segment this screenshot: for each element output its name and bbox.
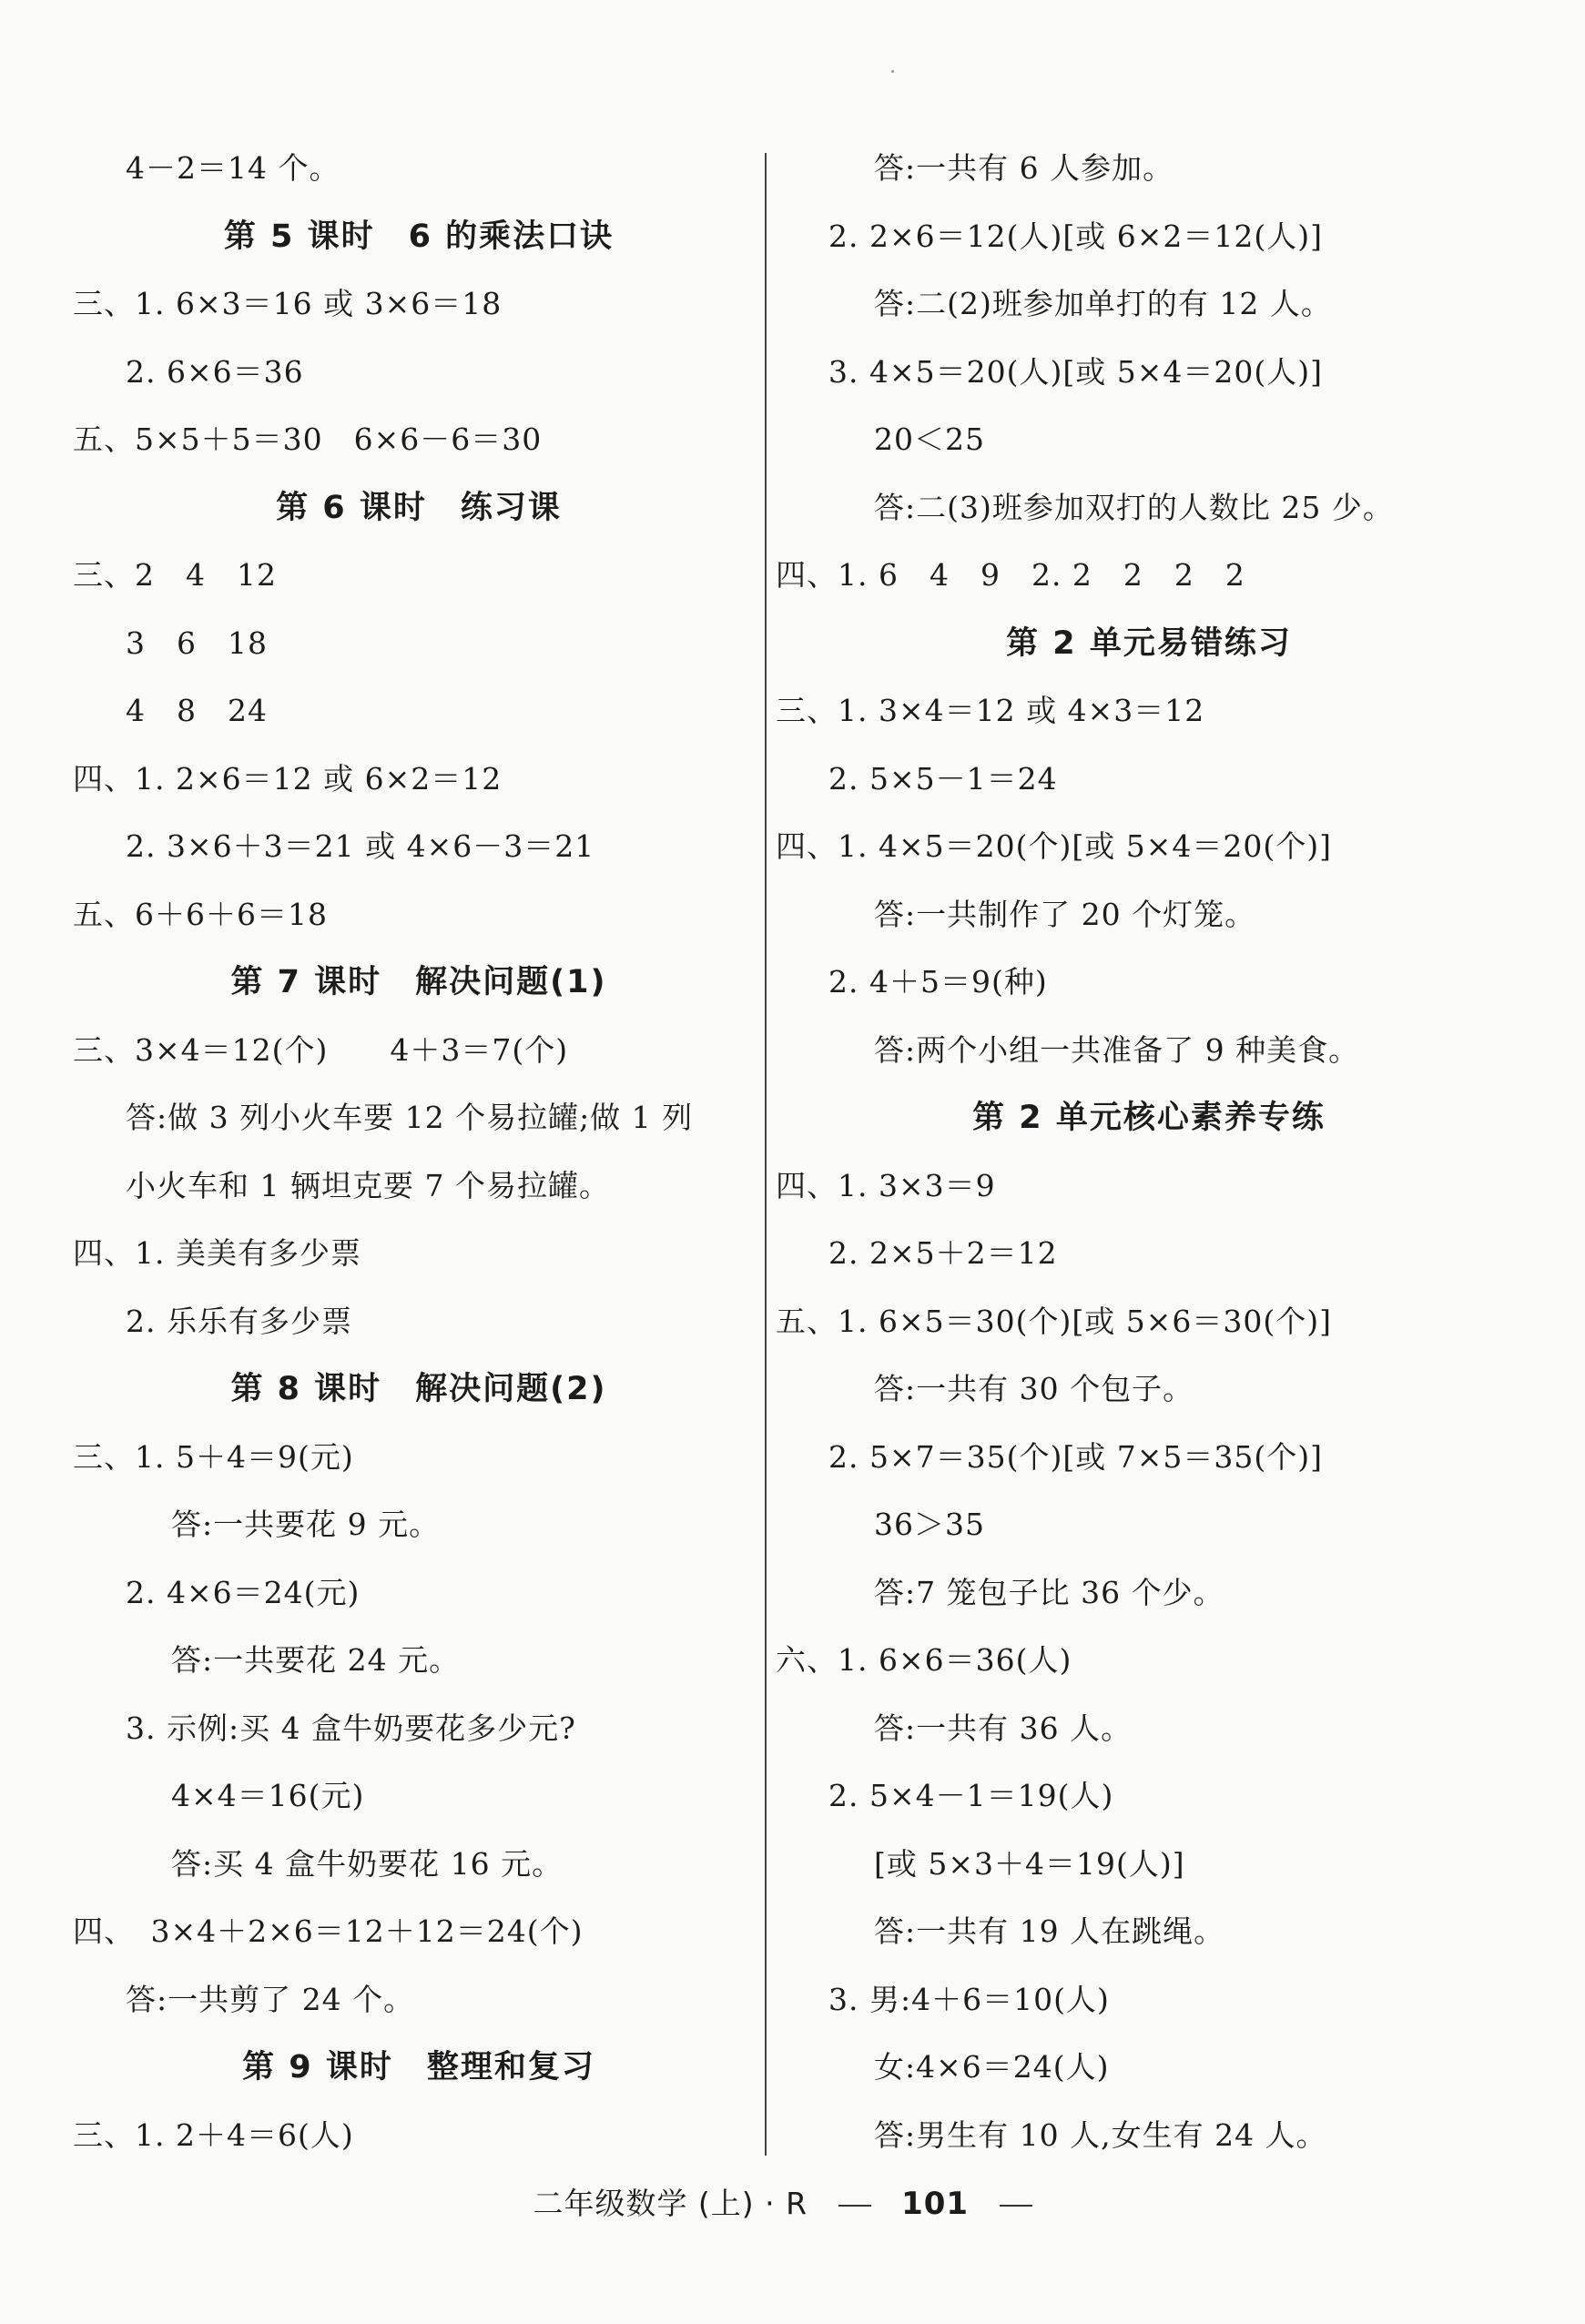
footer-book-title: 二年级数学 (上) · R (533, 2186, 808, 2221)
answer-line: 四、1. 美美有多少票 (73, 1235, 361, 1271)
page-number: 101 (901, 2186, 970, 2222)
answer-line: 3. 示例:买 4 盒牛奶要花多少元? (126, 1710, 576, 1746)
section-heading: 第 8 课时 解决问题(2) (230, 1371, 607, 1407)
answer-line: 2. 4＋5＝9(种) (828, 964, 1048, 1000)
answer-line: 2. 6×6＝36 (126, 353, 304, 390)
left-column (73, 135, 765, 2169)
answer-line: 三、1. 5＋4＝9(元) (73, 1438, 354, 1475)
answer-line: 答:一共制作了 20 个灯笼。 (874, 896, 1256, 932)
answer-line: 女:4×6＝24(人) (874, 2049, 1110, 2085)
answer-line: 答:一共有 30 个包子。 (874, 1371, 1194, 1406)
answer-line: 答:一共有 6 人参加。 (874, 150, 1174, 186)
section-heading: 第 2 单元易错练习 (1006, 624, 1292, 662)
answer-line: 36＞35 (874, 1507, 985, 1542)
answer-line: 2. 5×4－1＝19(人) (828, 1778, 1114, 1813)
answer-line: 三、2 4 12 (73, 557, 277, 593)
page-footer (0, 2180, 1585, 2223)
answer-line: 答:买 4 盒牛奶要花 16 元。 (171, 1845, 564, 1882)
section-heading: 第 9 课时 整理和复习 (242, 2049, 595, 2086)
section-heading: 第 2 单元核心素养专练 (972, 1100, 1326, 1136)
footer-dash-right (1000, 2205, 1032, 2207)
answer-line: 答:7 笼包子比 36 个少。 (874, 1574, 1224, 1610)
footer-dash-left (838, 2205, 871, 2207)
answer-line: 三、3×4＝12(个) 4＋3＝7(个) (73, 1031, 569, 1068)
answer-line: 2. 3×6＋3＝21 或 4×6－3＝21 (126, 828, 595, 864)
answer-line: 三、1. 2＋4＝6(人) (73, 2116, 354, 2153)
answer-line: 答:二(3)班参加双打的人数比 25 少。 (874, 489, 1394, 525)
answer-line: 六、1. 6×6＝36(人) (776, 1642, 1072, 1678)
answer-line: 三、1. 6×3＝16 或 3×6＝18 (73, 286, 503, 321)
answer-line: 4×4＝16(元) (171, 1778, 365, 1813)
answer-line: [或 5×3＋4＝19(人)] (874, 1845, 1185, 1882)
answer-line: 三、1. 3×4＝12 或 4×3＝12 (776, 693, 1205, 728)
answer-line: 2. 5×7＝35(个)[或 7×5＝35(个)] (828, 1438, 1323, 1475)
section-heading: 第 5 课时 6 的乘法口诀 (223, 218, 615, 255)
answer-line: 20＜25 (874, 421, 985, 457)
answer-line: 答:一共剪了 24 个。 (126, 1981, 415, 2017)
answer-line: 3. 4×5＝20(人)[或 5×4＝20(人)] (828, 353, 1323, 390)
answer-line: 四、1. 3×3＝9 (776, 1167, 996, 1203)
answer-line: 答:一共有 19 人在跳绳。 (874, 1913, 1225, 1949)
answer-line: 3 6 18 (126, 624, 268, 661)
answer-line: 答:一共要花 9 元。 (171, 1507, 441, 1542)
answer-line: 2. 2×5＋2＝12 (828, 1235, 1058, 1271)
right-column (776, 135, 1522, 2169)
section-heading: 第 7 课时 解决问题(1) (230, 964, 607, 1000)
answer-line: 五、1. 6×5＝30(个)[或 5×6＝30(个)] (776, 1303, 1332, 1339)
answer-line: 四、1. 2×6＝12 或 6×2＝12 (73, 760, 503, 797)
answer-line: 答:二(2)班参加单打的有 12 人。 (874, 286, 1332, 321)
answer-line: 3. 男:4＋6＝10(人) (828, 1981, 1110, 2017)
answer-line: 四、 3×4＋2×6＝12＋12＝24(个) (73, 1913, 584, 1949)
section-heading: 第 6 课时 练习课 (276, 489, 562, 526)
answer-line: 答:一共要花 24 元。 (171, 1642, 461, 1678)
answer-line: 答:男生有 10 人,女生有 24 人。 (874, 2116, 1327, 2153)
answer-line: 答:一共有 36 人。 (874, 1710, 1133, 1746)
answer-line: 五、5×5＋5＝30 6×6－6＝30 (73, 421, 543, 457)
speck (891, 70, 894, 73)
answer-line: 四、1. 4×5＝20(个)[或 5×4＝20(个)] (776, 828, 1332, 864)
answer-line: 四、1. 6 4 9 2. 2 2 2 2 (776, 557, 1245, 593)
answer-line: 4－2＝14 个。 (126, 150, 340, 186)
answer-line: 2. 5×5－1＝24 (828, 760, 1058, 797)
answer-line: 答:两个小组一共准备了 9 种美食。 (874, 1031, 1360, 1068)
answer-line: 答:做 3 列小火车要 12 个易拉罐;做 1 列 (126, 1100, 694, 1135)
column-divider (765, 153, 767, 2156)
answer-line: 2. 2×6＝12(人)[或 6×2＝12(人)] (828, 218, 1323, 254)
answer-line: 小火车和 1 辆坦克要 7 个易拉罐。 (126, 1167, 610, 1203)
answer-line: 五、6＋6＋6＝18 (73, 896, 328, 932)
answer-line: 4 8 24 (126, 693, 268, 728)
answer-line: 2. 乐乐有多少票 (126, 1303, 352, 1339)
answer-line: 2. 4×6＝24(元) (126, 1574, 361, 1610)
